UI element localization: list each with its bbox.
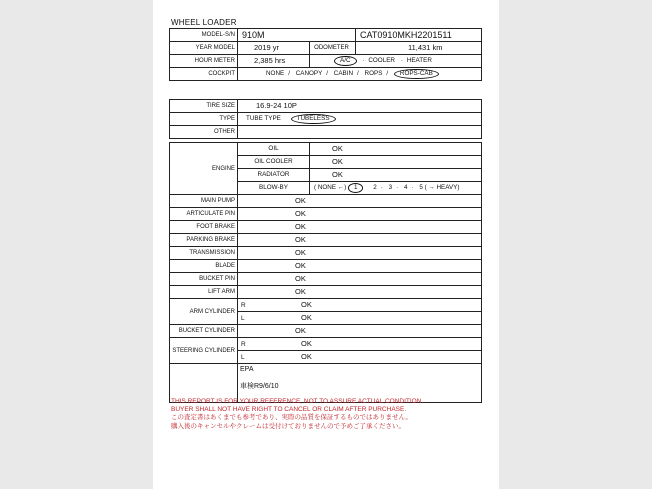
tube-type-option: TUBE TYPE: [246, 115, 281, 122]
radiator-value: OK: [310, 169, 482, 182]
blowby-level-4: 4: [403, 184, 408, 191]
oil-cooler-value: OK: [310, 156, 482, 169]
oil-value: OK: [310, 143, 482, 156]
oil-cooler-label: OIL COOLER: [238, 156, 310, 169]
steering-cylinder-l-value: OK: [301, 351, 312, 361]
check-value: OK: [295, 195, 306, 205]
blowby-heavy: ( → HEAVY): [424, 184, 460, 191]
blowby-level-5: 5: [419, 184, 423, 191]
check-value: OK: [295, 260, 306, 270]
inspection-table: [169, 142, 482, 403]
arm-cylinder-l-value: OK: [301, 312, 312, 322]
table-row: [170, 234, 482, 247]
table-row: [170, 195, 482, 208]
remarks-line-1: EPA: [240, 366, 254, 373]
blowby-label: BLOW-BY: [238, 182, 310, 195]
cockpit-label: COCKPIT: [170, 68, 238, 81]
disclaimer-line: 購入後のキャンセルやクレームは受付けておりませんので予めご了承ください。: [171, 422, 405, 430]
blowby-level-1-circled: 1: [348, 183, 364, 193]
check-label: MAIN PUMP: [170, 195, 238, 208]
disclaimer-notes: [171, 398, 423, 431]
bucket-cylinder-value: OK: [295, 325, 306, 335]
disclaimer-line: THIS REPORT IS FOR YOUR REFERENCE, NOT TO ASSURE ACTUAL CONDITION.: [171, 398, 424, 405]
tire-other-label: OTHER: [170, 126, 238, 139]
year-label: YEAR MODEL: [170, 42, 238, 55]
cockpit-canopy: CANOPY: [295, 70, 323, 77]
arm-cylinder-r-label: R: [241, 301, 246, 309]
tire-type-options: [238, 113, 482, 126]
tire-other-value: [238, 126, 482, 139]
check-label: PARKING BRAKE: [170, 234, 238, 247]
disclaimer-line: この査定書はあくまでも参考であり、実際の品質を保証するものではありません。: [171, 414, 412, 422]
tire-table: [169, 99, 482, 139]
tire-type-label: TYPE: [170, 113, 238, 126]
check-value: OK: [295, 273, 306, 283]
arm-cylinder-l-label: L: [241, 314, 245, 322]
table-row: [170, 221, 482, 234]
hour-meter-label: HOUR METER: [170, 55, 238, 68]
steering-cylinder-label: STEERING CYLINDER: [170, 338, 238, 364]
serial-value: CAT0910MKH2201511: [356, 29, 482, 42]
remarks-cell: [238, 364, 482, 403]
table-row: [170, 273, 482, 286]
check-value: OK: [295, 208, 306, 218]
ac-option-circled: A/C: [334, 56, 357, 66]
engine-label: ENGINE: [170, 143, 238, 195]
cockpit-none: NONE: [266, 70, 285, 77]
cooler-option: COOLER: [368, 57, 395, 64]
table-row: [170, 260, 482, 273]
check-value: OK: [295, 247, 306, 257]
heater-option: HEATER: [406, 57, 432, 64]
check-value: OK: [295, 234, 306, 244]
check-value: OK: [295, 286, 306, 296]
machine-info-table: [169, 28, 482, 81]
check-label: BUCKET PIN: [170, 273, 238, 286]
steering-cylinder-r-value: OK: [301, 338, 312, 348]
model-label: MODEL-S/N: [170, 29, 238, 42]
report-title: WHEEL LOADER: [171, 18, 237, 27]
steering-cylinder-r-label: R: [241, 340, 246, 348]
check-value: OK: [295, 221, 306, 231]
check-label: FOOT BRAKE: [170, 221, 238, 234]
oil-label: OIL: [238, 143, 310, 156]
hour-meter-value: 2,385 hrs: [238, 55, 310, 68]
year-value: 2019 yr: [238, 42, 310, 55]
cockpit-rops: ROPS: [364, 70, 383, 77]
table-row: [170, 286, 482, 299]
blowby-scale: ( NONE ←) 1 2 · 3 · 4 · 5 ( → HEAVY): [310, 182, 482, 195]
table-row: [170, 247, 482, 260]
check-label: ARTICULATE PIN: [170, 208, 238, 221]
blowby-none: ( NONE ←): [314, 184, 347, 191]
arm-cylinder-r-value: OK: [301, 299, 312, 309]
odometer-label: ODOMETER: [310, 42, 356, 55]
check-label: LIFT ARM: [170, 286, 238, 299]
cockpit-options: NONE / CANOPY / CABIN / ROPS / ROPS-CAB: [238, 68, 482, 81]
steering-cylinder-l-label: L: [241, 353, 245, 361]
tubeless-option-circled: TUBELESS: [291, 114, 336, 124]
arm-cylinder-label: ARM CYLINDER: [170, 299, 238, 325]
cockpit-rops-cab-circled: ROPS-CAB: [394, 69, 439, 79]
cockpit-cabin: CABIN: [333, 70, 354, 77]
aircon-options: A/C · COOLER · HEATER: [310, 55, 482, 68]
blowby-level-2: 2: [373, 184, 377, 191]
tire-size-value: 16.9-24 10P: [238, 100, 482, 113]
model-value: 910M: [238, 29, 356, 42]
check-label: TRANSMISSION: [170, 247, 238, 260]
radiator-label: RADIATOR: [238, 169, 310, 182]
tire-size-label: TIRE SIZE: [170, 100, 238, 113]
odometer-value: 11,431 km: [356, 42, 482, 55]
bucket-cylinder-label: BUCKET CYLINDER: [170, 325, 238, 338]
disclaimer-line: BUYER SHALL NOT HAVE RIGHT TO CANCEL OR CLAIM AFTER PURCHASE.: [171, 406, 407, 414]
table-row: [170, 208, 482, 221]
remarks-label-cell: [170, 364, 238, 403]
check-label: BLADE: [170, 260, 238, 273]
blowby-level-3: 3: [388, 184, 393, 191]
remarks-line-2: 車検R9/6/10: [240, 383, 279, 390]
